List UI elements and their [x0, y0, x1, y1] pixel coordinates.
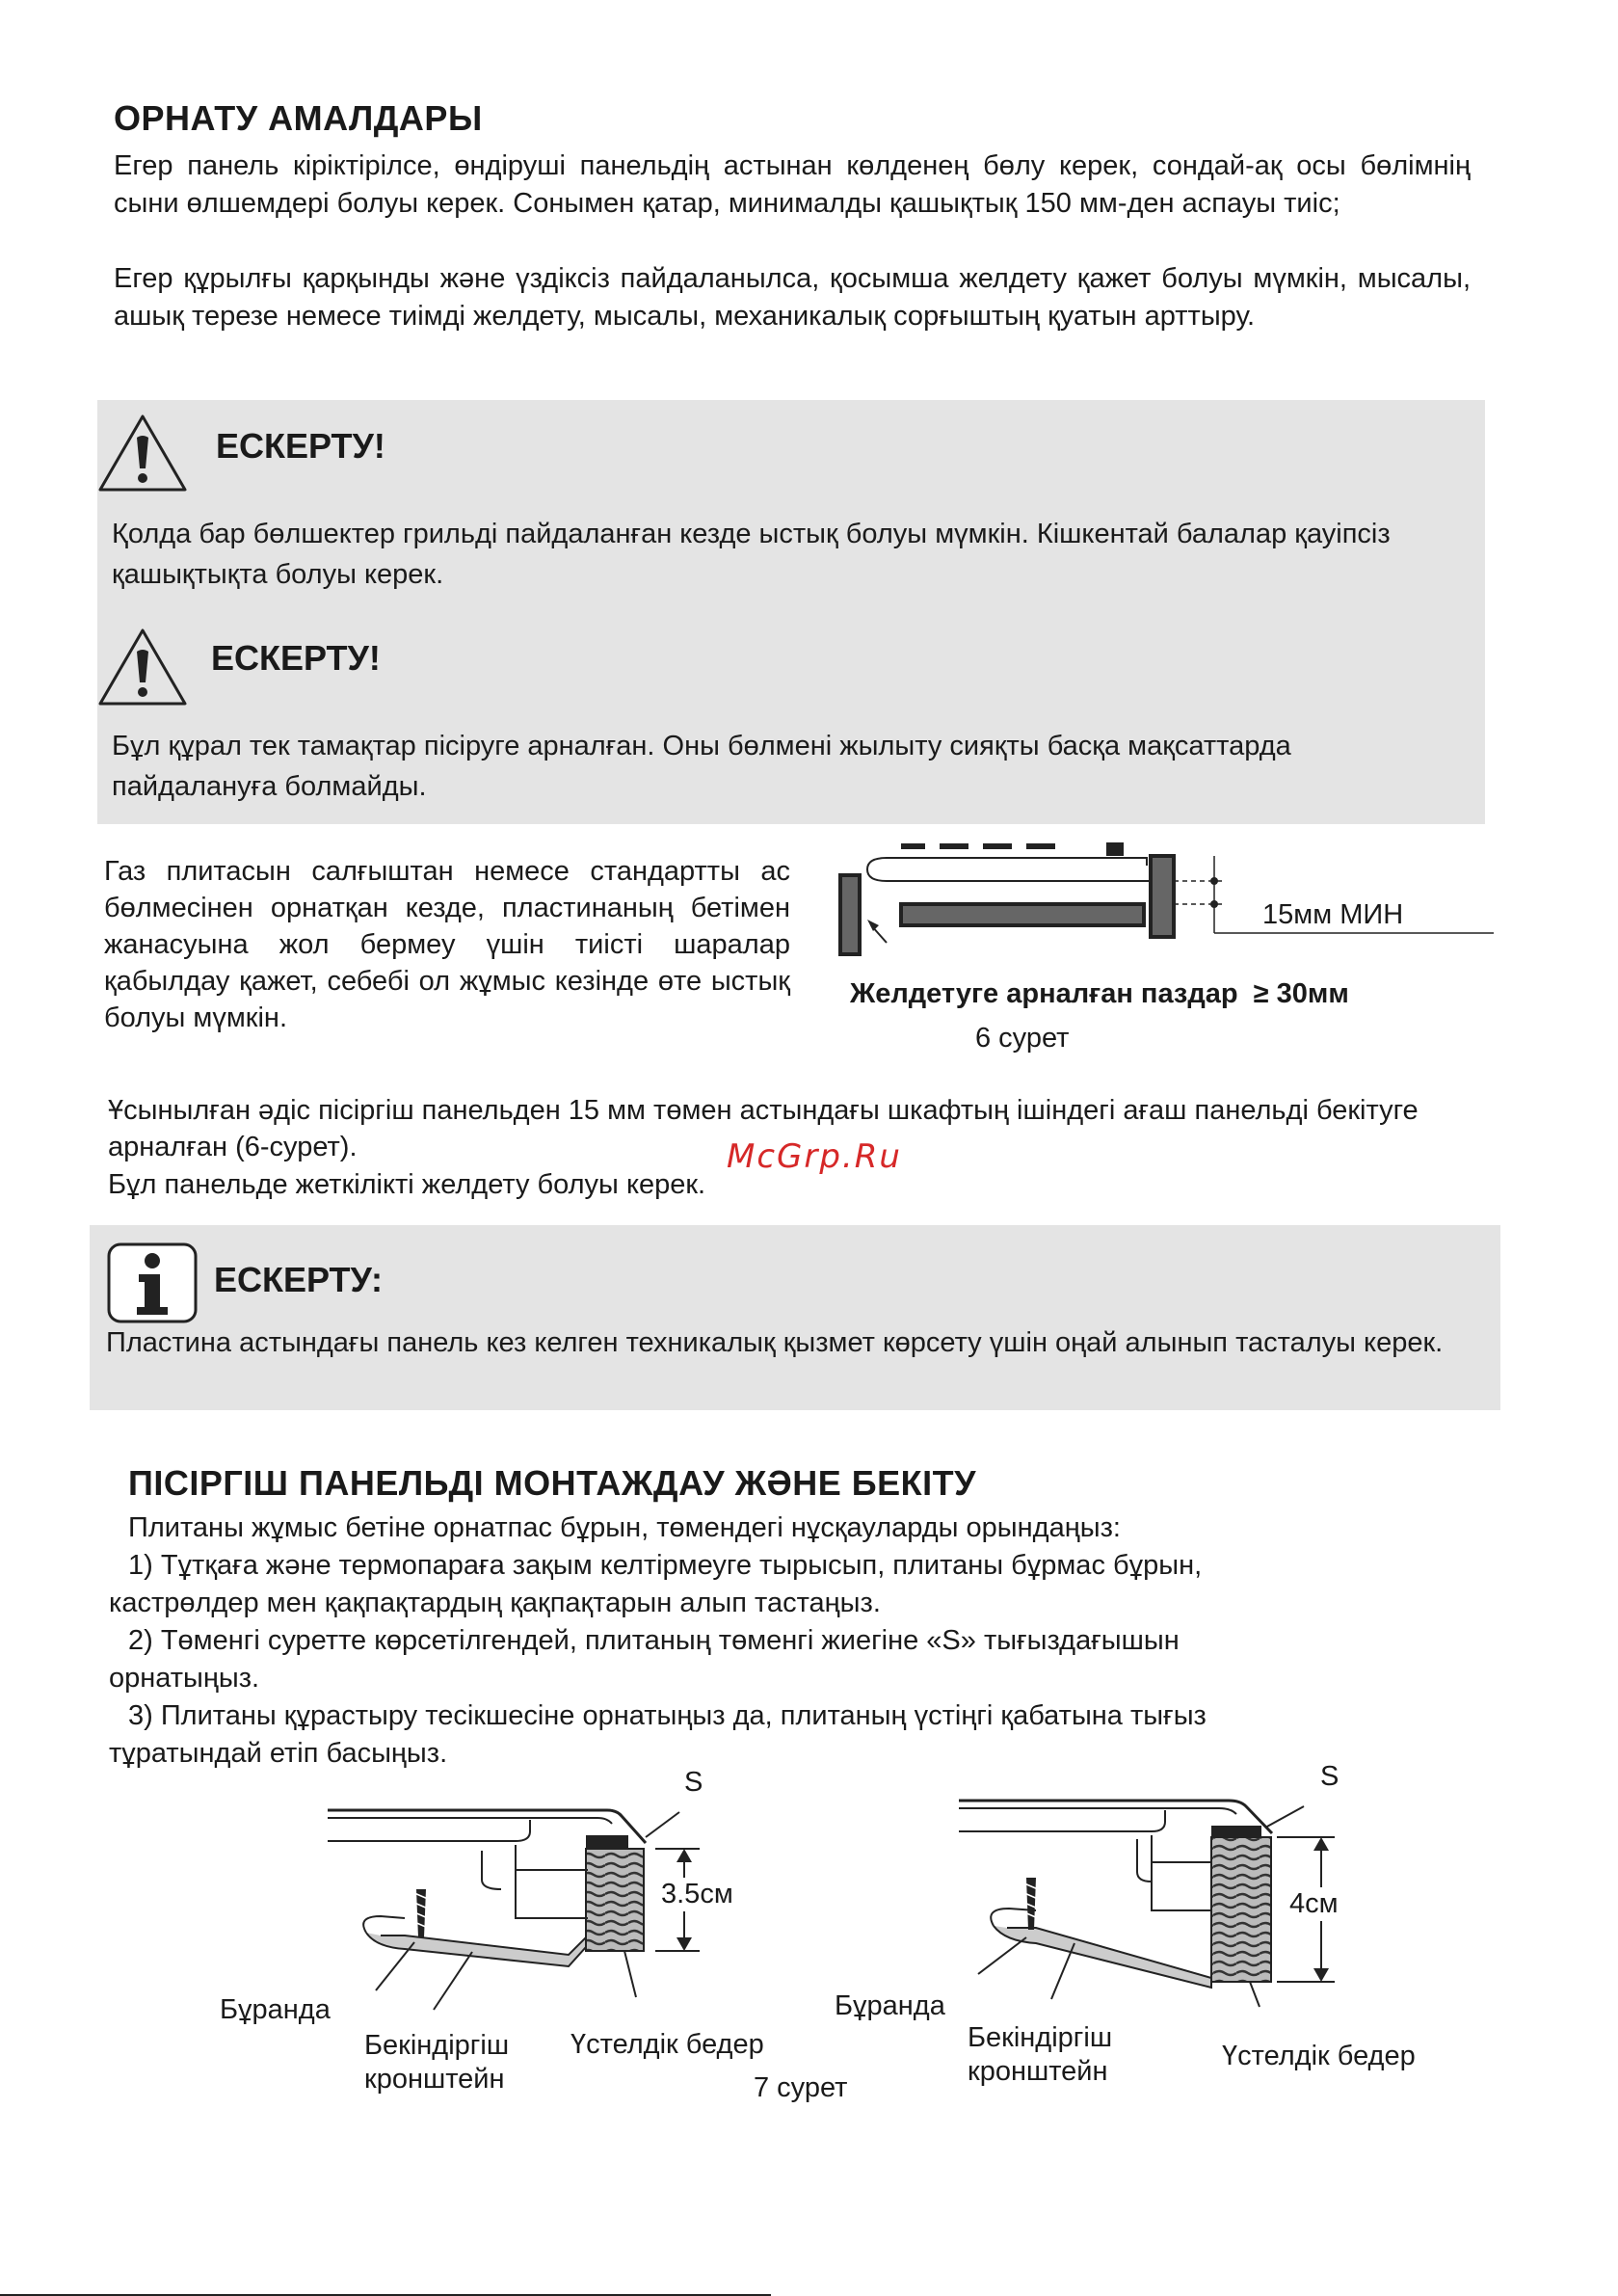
watermark: McGrp.Ru	[727, 1137, 902, 1176]
right-s-label: S	[1320, 1761, 1339, 1792]
section2-intro: Плитаны жұмыс бетіне орнатпас бұрын, төмендегі нұсқауларды орындаңыз:	[128, 1512, 1121, 1543]
warning-triangle-icon	[96, 627, 189, 707]
right-surface-label: Үстелдік бедер	[1222, 2041, 1416, 2071]
figure7-caption: 7 сурет	[754, 2072, 848, 2103]
section1-title: ОРНАТУ АМАЛДАРЫ	[114, 98, 483, 138]
left-bracket-label-1: Бекіндіргіш	[364, 2030, 510, 2061]
section1-para1: Егер панель кіріктірілсе, өндіруші панельдің астынан көлденең бөлу керек, сондай-ақ осы бөлімнің сыни өлшемдері болуы керек. Сонымен қатар, минималды қашықтық 150 мм-ден аспауы тиіс;	[114, 150, 1471, 219]
warning2-text: Бұл құрал тек тамақтар пісіруге арналған. Оны бөлмені жылыту сияқты басқа мақсаттарда пайдалануға болмайды.	[112, 731, 1291, 802]
info-icon	[106, 1241, 199, 1324]
step2-line1: 2) Төменгі суретте көрсетілгендей, плитаның төменгі жиегіне «S» тығыздағышын	[128, 1625, 1180, 1656]
right-dim-label: 4см	[1289, 1888, 1339, 1919]
left-s-label: S	[684, 1767, 703, 1798]
note-box	[90, 1225, 1500, 1410]
recommend-text-2: Бұл панельде жеткілікті желдету болуы керек.	[108, 1169, 706, 1200]
step1-line2: кастрөлдер мен қақпақтардың қақпақтарын алып тастаңыз.	[109, 1588, 881, 1618]
left-dim-label: 3.5см	[661, 1879, 733, 1909]
right-bracket-label-2: кронштейн	[968, 2056, 1108, 2087]
step2-line2: орнатыңыз.	[109, 1663, 260, 1694]
note-title: ЕСКЕРТУ:	[214, 1260, 384, 1299]
step1-line1: 1) Тұтқаға және термопараға зақым келтірмеуге тырысып, плитаны бұрмас бұрын,	[128, 1550, 1203, 1581]
warning2-title: ЕСКЕРТУ!	[211, 638, 381, 678]
left-bracket-label-2: кронштейн	[364, 2064, 505, 2095]
step3-line2: тұратындай етіп басыңыз.	[109, 1738, 448, 1769]
left-surface-label: Үстелдік бедер	[570, 2029, 764, 2060]
left-screw-label: Бұранда	[220, 1994, 331, 2025]
gas-installation-text: Газ плитасын салғыштан немесе стандартты ас бөлмесінен орнатқан кезде, пластинаның бетімен жанасуына жол бермеу үшін тиісті шаралар қабылдау қажет, себебі ол жұмыс кезінде өте ыстық болуы мүмкін.	[104, 856, 790, 1033]
step3-line1: 3) Плитаны құрастыру тесікшесіне орнатыңыз да, плитаның үстіңгі қабатына тығыз	[128, 1700, 1207, 1731]
warning-triangle-icon	[96, 413, 189, 494]
warning1-title: ЕСКЕРТУ!	[216, 426, 385, 466]
vent-slots-label: Желдетуге арналған паздар ≥ 30мм	[850, 978, 1349, 1009]
warning1-text: Қолда бар бөлшектер грильді пайдаланған кезде ыстық болуы мүмкін. Кішкентай балалар қауіпсіз қашықтықта болуы керек.	[112, 519, 1391, 590]
min-distance-label: 15мм МИН	[1262, 899, 1404, 930]
section1-para2: Егер құрылғы қарқынды және үздіксіз пайдаланылса, қосымша желдету қажет болуы мүмкін, мысалы, ашық терезе немесе тиімді желдету, мысалы, механикалық сорғыштың қуатын арттыру.	[114, 263, 1471, 332]
note-text: Пластина астындағы панель кез келген техникалық қызмет көрсету үшін оңай алынып тасталуы керек.	[106, 1327, 1444, 1358]
right-bracket-label-1: Бекіндіргіш	[968, 2022, 1113, 2053]
section2-title: ПІСІРГІШ ПАНЕЛЬДІ МОНТАЖДАУ ЖӘНЕ БЕКІТУ	[128, 1463, 977, 1503]
right-screw-label: Бұранда	[835, 1990, 945, 2021]
figure6-caption: 6 сурет	[975, 1023, 1070, 1054]
recommend-text: Ұсынылған әдіс пісіргіш панельден 15 мм төмен астындағы шкафтың ішіндегі ағаш панельді бекітуге арналған (6-сурет).	[108, 1095, 1419, 1162]
